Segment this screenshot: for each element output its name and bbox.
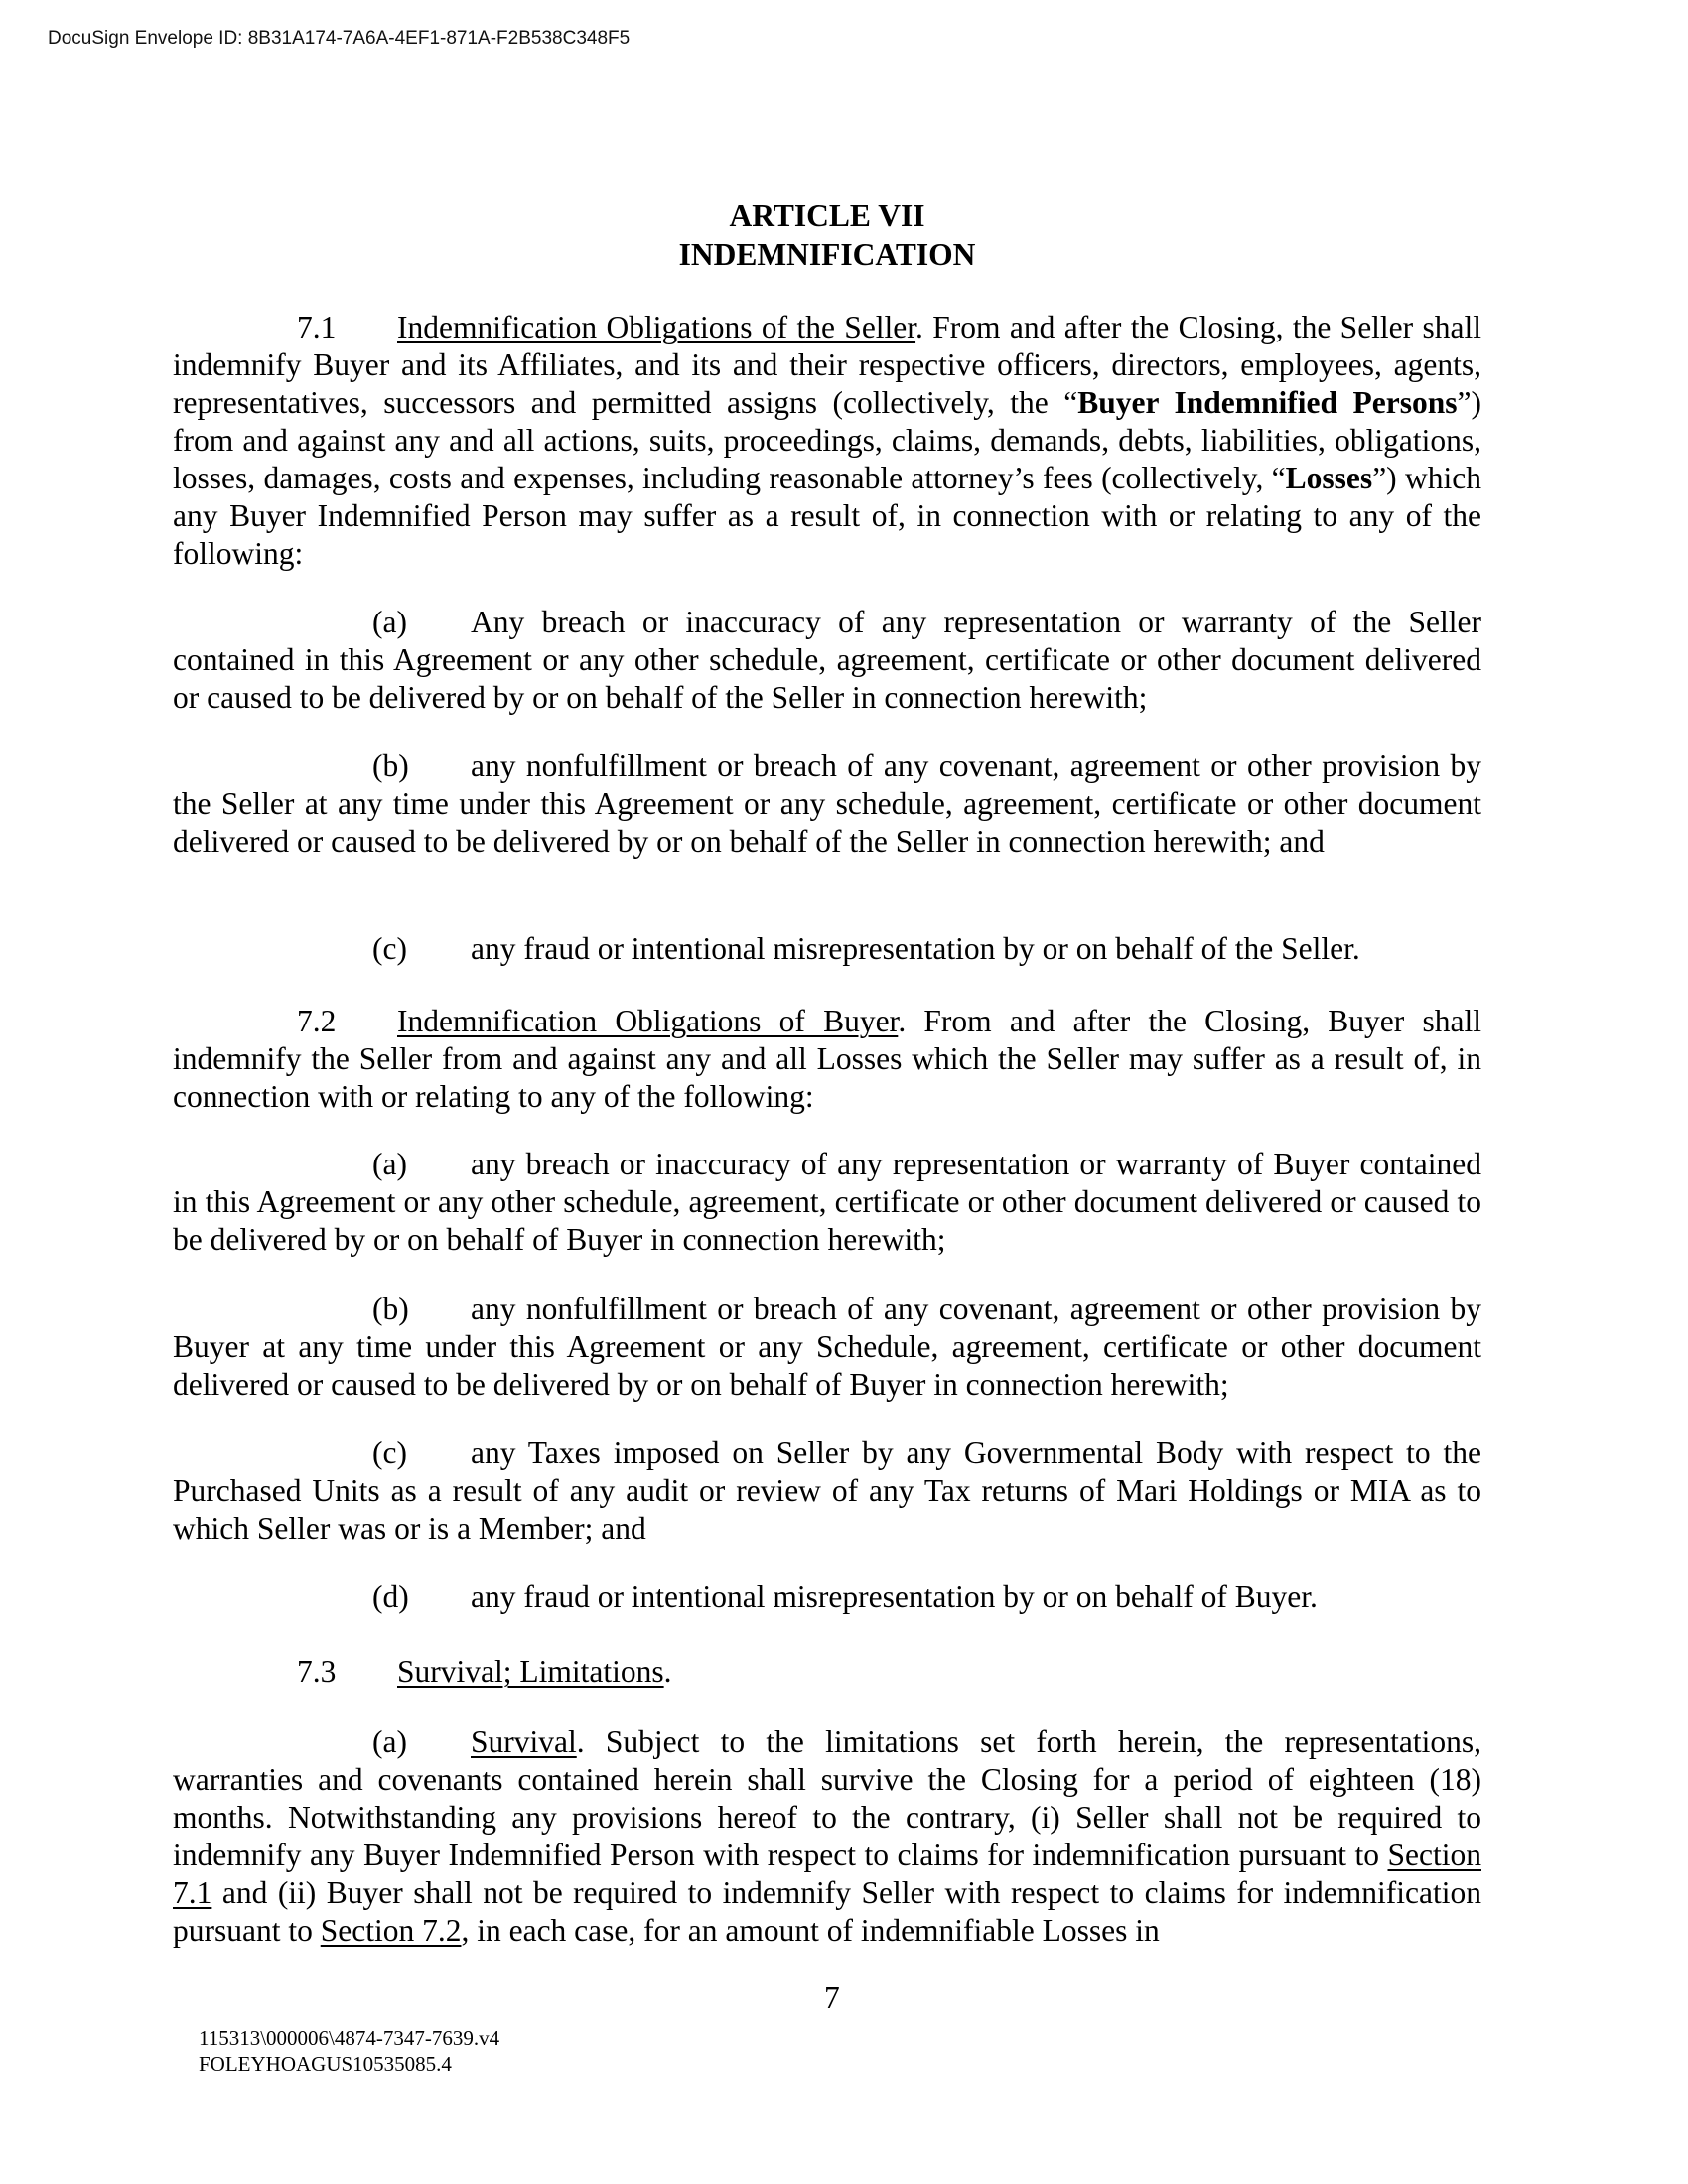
article-title: ARTICLE VII bbox=[729, 199, 925, 233]
clause-label: (b) bbox=[372, 749, 409, 783]
footer-firm-id: FOLEYHOAGUS10535085.4 bbox=[199, 2052, 452, 2076]
section-reference-link: Section 7.2 bbox=[320, 1913, 462, 1948]
section-7-1-a bbox=[173, 604, 1481, 717]
section-heading: Survival; Limitations bbox=[397, 1654, 664, 1689]
clause-text: any fraud or intentional misrepresentation by or on behalf of the Seller. bbox=[471, 931, 1360, 966]
section-7-1-b bbox=[173, 748, 1481, 861]
clause-text: Any breach or inaccuracy of any representation or warranty of the Seller contained in this Agreement or any other schedule, agreement, certificate or other document delivered or caused to be delivered by or on behalf of the Seller in connection herewith; bbox=[173, 605, 1481, 715]
clause-label: (a) bbox=[372, 1724, 407, 1759]
section-text: . From and after the Closing, the Seller shall indemnify Buyer and its Affiliates, and its and their respective officers, directors, employees, agents, representatives, successors and permitted assigns (collectively, the “ bbox=[173, 310, 1481, 420]
section-7-2 bbox=[173, 1003, 1481, 1116]
section-7-2-a bbox=[173, 1146, 1481, 1259]
clause-text: any breach or inaccuracy of any representation or warranty of Buyer contained in this Agreement or any other schedule, agreement, certificate or other document delivered or caused to be delivered by or on behalf of Buyer in connection herewith; bbox=[173, 1147, 1481, 1257]
clause-text: . Subject to the limitations set forth herein, the representations, warranties and covenants contained herein shall survive the Closing for a period of eighteen (18) months. Notwithstanding any provisions hereof to the contrary, (i) Seller shall not be required to indemnify any Buyer Indemnified Person with respect to claims for indemnification pursuant to bbox=[173, 1724, 1481, 1872]
section-7-2-c bbox=[173, 1434, 1481, 1548]
clause-text: and (ii) Buyer shall not be required to indemnify Seller with respect to claims for indemnification pursuant to bbox=[173, 1875, 1481, 1948]
clause-text: any fraud or intentional misrepresentation by or on behalf of Buyer. bbox=[471, 1579, 1318, 1614]
section-text: ”) which any Buyer Indemnified Person may suffer as a result of, in connection with or relating to any of the following: bbox=[173, 461, 1481, 571]
section-7-3 bbox=[173, 1653, 1481, 1691]
defined-term: Buyer Indemnified Persons bbox=[1077, 385, 1458, 420]
document-footer bbox=[199, 2025, 499, 2077]
section-heading: Indemnification Obligations of the Seller bbox=[397, 310, 916, 344]
clause-label: (a) bbox=[372, 605, 407, 639]
section-7-2-b bbox=[173, 1291, 1481, 1404]
clause-heading: Survival bbox=[471, 1724, 577, 1759]
section-7-3-a bbox=[173, 1723, 1481, 1950]
article-subtitle: INDEMNIFICATION bbox=[678, 237, 976, 272]
section-number: 7.2 bbox=[297, 1004, 337, 1038]
clause-text: any nonfulfillment or breach of any covenant, agreement or other provision by the Seller at any time under this Agreement or any schedule, agreement, certificate or other document delivered or caused to be delivered by or on behalf of the Seller in connection herewith; and bbox=[173, 749, 1481, 859]
clause-label: (c) bbox=[372, 1435, 407, 1470]
section-text: . From and after the Closing, Buyer shall indemnify the Seller from and against any and all Losses which the Seller may suffer as a result of, in connection with or relating to any of the following: bbox=[173, 1004, 1481, 1114]
clause-label: (b) bbox=[372, 1292, 409, 1326]
clause-label: (d) bbox=[372, 1579, 409, 1614]
page-number: 7 bbox=[824, 1980, 840, 2015]
defined-term: Losses bbox=[1285, 461, 1373, 495]
docusign-envelope-id: DocuSign Envelope ID: 8B31A174-7A6A-4EF1-871A-F2B538C348F5 bbox=[48, 28, 631, 49]
clause-text: , in each case, for an amount of indemnifiable Losses in bbox=[461, 1913, 1160, 1948]
section-reference-link: Section 7.1 bbox=[173, 1838, 1481, 1910]
section-number: 7.1 bbox=[297, 310, 337, 344]
section-text: ”) from and against any and all actions, suits, proceedings, claims, demands, debts, liabilities, obligations, losses, damages, costs and expenses, including reasonable attorney’s fees (collectively, “ bbox=[173, 385, 1481, 495]
section-7-1 bbox=[173, 309, 1481, 573]
section-heading-period: . bbox=[663, 1654, 672, 1689]
clause-text: any nonfulfillment or breach of any covenant, agreement or other provision by Buyer at any time under this Agreement or any Schedule, agreement, certificate or other document delivered or caused to be delivered by or on behalf of Buyer in connection herewith; bbox=[173, 1292, 1481, 1402]
section-heading: Indemnification Obligations of Buyer bbox=[397, 1004, 899, 1038]
footer-doc-id: 115313\000006\4874-7347-7639.v4 bbox=[199, 2026, 500, 2050]
clause-label: (a) bbox=[372, 1147, 407, 1181]
clause-text: any Taxes imposed on Seller by any Governmental Body with respect to the Purchased Units as a result of any audit or review of any Tax returns of Mari Holdings or MIA as to which Seller was or is a Member; and bbox=[173, 1435, 1481, 1546]
section-7-2-d bbox=[173, 1578, 1481, 1616]
section-number: 7.3 bbox=[297, 1654, 337, 1689]
section-7-1-c bbox=[173, 930, 1481, 968]
clause-label: (c) bbox=[372, 931, 407, 966]
